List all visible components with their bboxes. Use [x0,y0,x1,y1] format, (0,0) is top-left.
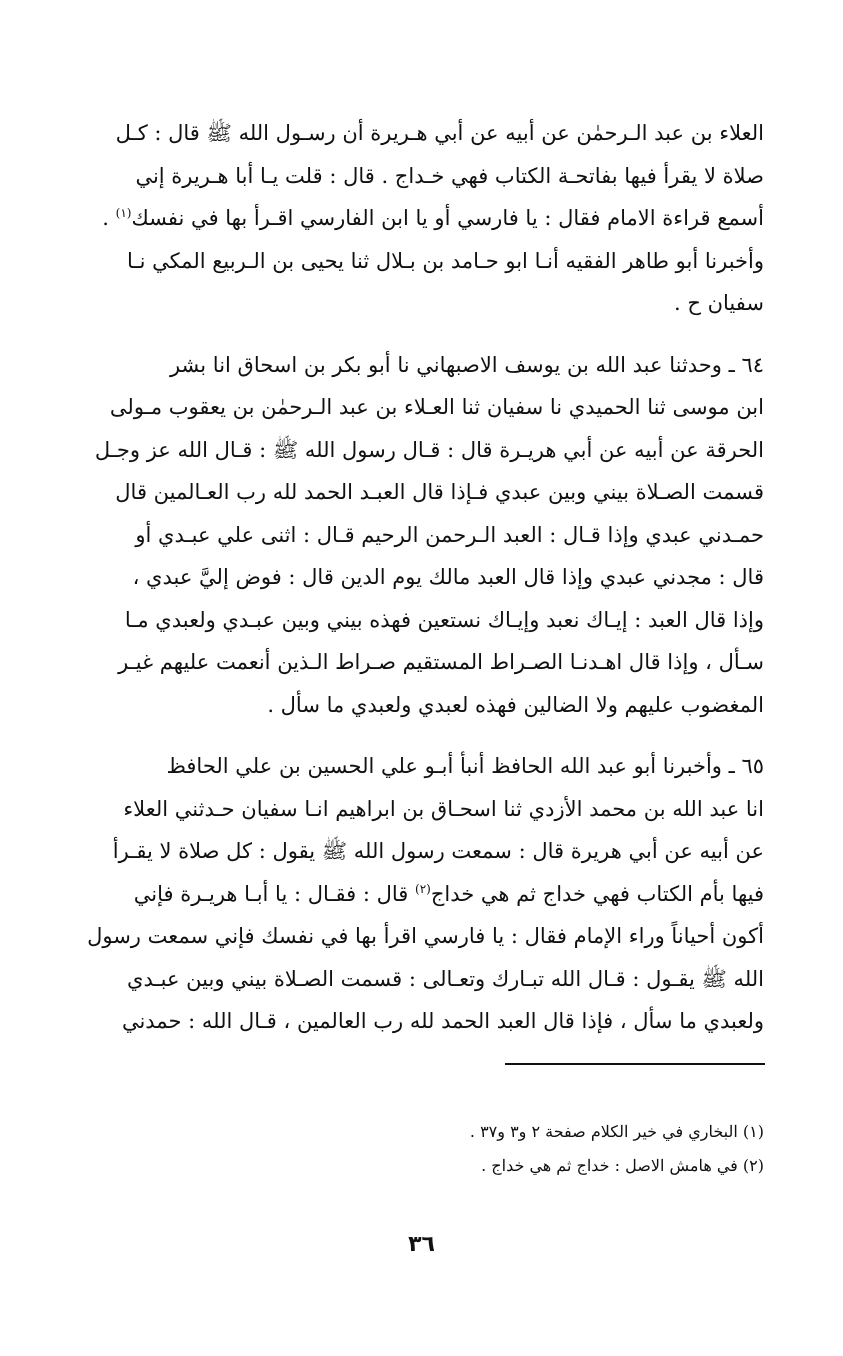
text-line [64,873,764,916]
text-line: سـأل ، وإذا قال اهـدنـا الصـراط المستقيم صـراط الـذين أنعمت عليهم غيـر [118,650,764,674]
main-text [64,112,764,1043]
paragraph-64 [64,344,764,727]
text-line: سفيان ح . [674,291,764,315]
footnotes [64,1115,764,1183]
text-line [64,197,764,240]
text-segment: . [102,206,116,230]
text-line: العلاء بن عبد الـرحمٰن عن أبيه عن أبي هـريرة أن رسـول الله ﷺ قال : كـل [115,121,764,145]
paragraph-65 [64,745,764,1043]
text-line: ولعبدي ما سأل ، فإذا قال العبد الحمد لله رب العالمين ، قـال الله : حمدني [121,1009,764,1033]
text-line: ابن موسى ثنا الحميدي نا سفيان ثنا العـلاء بن عبد الـرحمٰن بن يعقوب مـولى [109,395,764,419]
text-line: وإذا قال العبد : إيـاك نعبد وإيـاك نستعين فهذه بيني وبين عبـدي ولعبدي مـا [124,607,764,632]
text-line: ٦٤ ـ وحدثنا عبد الله بن يوسف الاصبهاني نا أبو بكر بن اسحاق انا بشر [169,352,764,377]
footnote-2: (٢) في هامش الاصل : خداج ثم هي خداج . [481,1156,764,1175]
text-line: حمـدني عبدي وإذا قـال : العبد الـرحمن الرحيم قـال : اثنى علي عبـدي أو [135,522,764,547]
text-segment: أسمع قراءة الامام فقال : يا فارسي أو يا ابن الفارسي اقـرأ بها في نفسك [131,206,764,230]
text-line: ٦٥ ـ وأخبرنا أبو عبد الله الحافظ أنبأ أبـو علي الحسين بن علي الحافظ [166,754,764,778]
text-line: وأخبرنا أبو طاهر الفقيه أنـا ابو حـامد بن بـلال ثنا يحيى بن الـربيع المكي نـا [127,248,764,273]
page-number: ٣٦ [408,1232,435,1257]
text-line: المغضوب عليهم ولا الضالين فهذه لعبدي ولعبدي ما سأل . [267,692,764,717]
text-line: انا عبد الله بن محمد الأزدي ثنا اسحـاق بن ابراهيم انـا سفيان حـدثني العلاء [123,796,764,821]
footnote-1: (١) البخاري في خير الكلام صفحة ٢ و٣ و٣٧ . [469,1122,764,1141]
text-line: أكون أحياناً وراء الإمام فقال : يا فارسي اقرأ بها في نفسك فإني سمعت رسول [87,924,764,948]
footnote-ref-1[interactable]: (١) [115,206,132,220]
text-line: صلاة لا يقرأ فيها بفاتحـة الكتاب فهي خـداج . قال : قلت يـا أبا هـريرة إني [135,163,764,188]
footnote-ref-2[interactable]: (٢) [415,881,431,896]
text-line: الحرقة عن أبيه عن أبي هريـرة قال : قـال رسول الله ﷺ : قـال الله عز وجـل [94,437,764,462]
text-line: قسمت الصـلاة بيني وبين عبدي فـإذا قال العبـد الحمد لله رب العـالمين قال [115,480,764,504]
text-segment: فيها بأم الكتاب فهي خداج ثم هي خداج [430,881,764,906]
text-line: عن أبيه عن أبي هريرة قال : سمعت رسول الله ﷺ يقول : كل صلاة لا يقـرأ [112,839,764,863]
text-line: الله ﷺ يقـول : قـال الله تبـارك وتعـالى : قسمت الصـلاة بيني وبين عبـدي [127,966,764,991]
footnote-divider [505,1063,765,1065]
text-line: قال : مجدني عبدي وإذا قال العبد مالك يوم الدين قال : فوض إليَّ عبدي ، [132,565,764,589]
paragraph-continuation [64,112,764,325]
text-segment: قال : فقـال : يا أبـا هريـرة فإني [133,881,415,906]
